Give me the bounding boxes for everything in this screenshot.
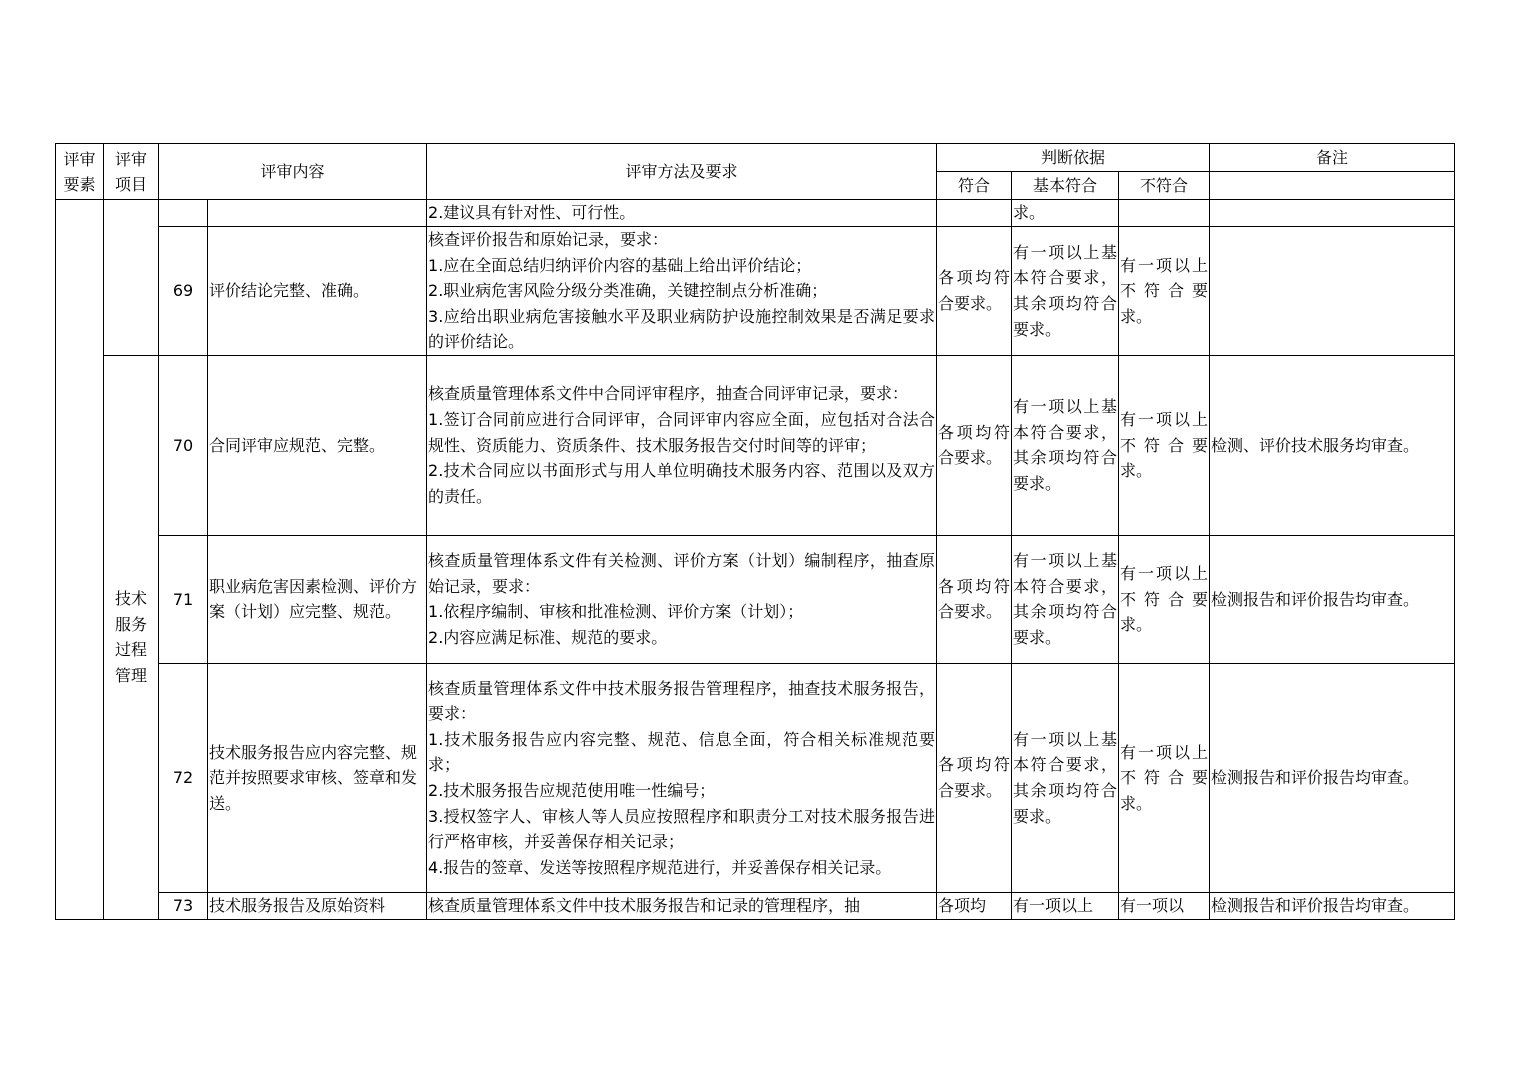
row-basic: 有一项以上基本符合要求，其余项均符合要求。 [1012,535,1119,663]
row-basic: 有一项以上基本符合要求，其余项均符合要求。 [1012,227,1119,356]
header-basis-conform: 符合 [937,172,1012,200]
row-content: 合同评审应规范、完整。 [208,355,427,535]
row-method [427,355,937,535]
header-remark: 备注 [1210,144,1455,172]
row-content: 技术服务报告应内容完整、规范并按照要求审核、签章和发送。 [208,663,427,892]
row-content: 评价结论完整、准确。 [208,227,427,356]
row-number: 72 [159,663,208,892]
row-remark: 检测报告和评价报告均审查。 [1210,535,1455,663]
header-basis-nonconform: 不符合 [1119,172,1210,200]
header-item: 评审项目 [104,144,159,200]
row-content [208,200,427,227]
method-line: 核查质量管理体系文件有关检测、评价方案（计划）编制程序，抽查原始记录，要求： [428,551,936,596]
row-basic: 有一项以上基本符合要求，其余项均符合要求。 [1012,663,1119,892]
method-line: 3.应给出职业病危害接触水平及职业病防护设施控制效果是否满足要求的评价结论。 [428,306,936,352]
audit-criteria-table [55,143,1455,920]
method-line: 核查质量管理体系文件中技术服务报告和记录的管理程序，抽 [428,896,861,916]
method-line: 2.技术合同应以书面形式与用人单位明确技术服务内容、范围以及双方的责任。 [428,461,936,506]
method-line: 2.建议具有针对性、可行性。 [428,203,636,223]
row-content: 技术服务报告及原始资料 [208,892,427,919]
row-nonconform: 有一项以上不符合要求。 [1119,227,1210,356]
row-number: 69 [159,227,208,356]
row-conform: 各项均符合要求。 [937,535,1012,663]
row-remark: 检测报告和评价报告均审查。 [1210,663,1455,892]
method-line: 1.签订合同前应进行合同评审，合同评审内容应全面，应包括对合法合规性、资质能力、资质条件、技术服务报告交付时间等的评审； [428,410,936,455]
header-basis: 判断依据 [937,144,1210,172]
row-basic: 有一项以上基本符合要求，其余项均符合要求。 [1012,355,1119,535]
row-method [427,663,937,892]
row-nonconform: 有一项以上不符合要求。 [1119,355,1210,535]
row-number: 71 [159,535,208,663]
element-cell [56,200,104,920]
row-conform: 各项均 [937,892,1012,919]
method-line: 2.职业病危害风险分级分类准确，关键控制点分析准确； [428,281,828,301]
method-line: 1.技术服务报告应内容完整、规范、信息全面，符合相关标准规范要求； [428,729,936,775]
method-line: 核查质量管理体系文件中技术服务报告管理程序，抽查技术服务报告，要求： [428,678,936,724]
header-remark-sub [1210,172,1455,200]
method-line: 3.授权签字人、审核人等人员应按照程序和职责分工对技术服务报告进行严格审核，并妥善保存相关记录； [428,806,936,852]
row-conform: 各项均符合要求。 [937,663,1012,892]
item-cell-group [104,355,159,919]
method-line: 核查质量管理体系文件中合同评审程序，抽查合同评审记录，要求： [428,384,909,404]
method-line: 核查评价报告和原始记录，要求： [428,230,669,249]
row-number: 73 [159,892,208,919]
row-nonconform [1119,200,1210,227]
row-remark [1210,200,1455,227]
row-remark: 检测、评价技术服务均审查。 [1210,355,1455,535]
method-line: 1.应在全面总结归纳评价内容的基础上给出评价结论； [428,255,812,275]
row-basic: 求。 [1012,200,1119,227]
row-nonconform: 有一项以上不符合要求。 [1119,663,1210,892]
method-line: 1.依程序编制、审核和批准检测、评价方案（计划）； [428,602,804,622]
row-method [427,200,937,227]
row-content: 职业病危害因素检测、评价方案（计划）应完整、规范。 [208,535,427,663]
group-label: 技术服务过程管理 [114,589,147,686]
row-remark: 检测报告和评价报告均审查。 [1210,892,1455,919]
row-conform: 各项均符合要求。 [937,355,1012,535]
row-conform: 各项均符合要求。 [937,227,1012,356]
row-method [427,892,937,919]
item-cell-continued [104,200,159,356]
method-line: 2.技术服务报告应规范使用唯一性编号； [428,780,716,800]
row-method [427,227,937,356]
header-method: 评审方法及要求 [427,144,937,200]
header-content: 评审内容 [159,144,427,200]
method-line: 4.报告的签章、发送等按照程序规范进行，并妥善保存相关记录。 [428,857,892,877]
header-element: 评审要素 [56,144,104,200]
row-remark [1210,227,1455,356]
row-basic: 有一项以上 [1012,892,1119,919]
row-conform [937,200,1012,227]
row-number: 70 [159,355,208,535]
row-nonconform: 有一项以上不符合要求。 [1119,535,1210,663]
row-method [427,535,937,663]
method-line: 2.内容应满足标准、规范的要求。 [428,628,668,648]
header-basis-basic: 基本符合 [1012,172,1119,200]
row-number [159,200,208,227]
row-nonconform: 有一项以 [1119,892,1210,919]
